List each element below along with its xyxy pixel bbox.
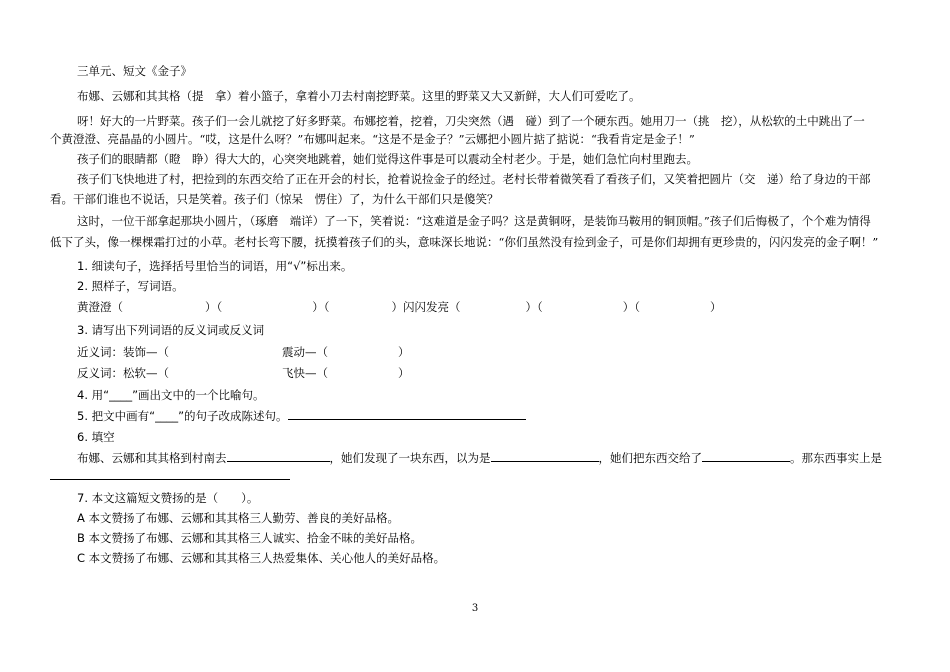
fill-text-1: 布娜、云娜和其其格到村南去 xyxy=(77,451,227,465)
question-6: 6. 填空 xyxy=(77,430,115,444)
paragraph-2-line-2: 个黄澄澄、亮晶晶的小圆片。“哎，这是什么呀？”布娜叫起来。“这是不是金子？”云娜把小圆片掂了掂说：“我看肯定是金子！” xyxy=(50,132,695,146)
question-7: 7. 本文这篇短文赞扬的是（ ）。 xyxy=(77,491,259,505)
paren-close: ） xyxy=(710,300,722,314)
paragraph-4-line-2: 看。干部们谁也不说话，只是笑着。孩子们（惊呆 愣住）了，为什么干部们只是傻笑？ xyxy=(50,192,499,206)
question-5: 5. 把文中画有“____”的句子改成陈述句。 xyxy=(77,409,288,423)
question-3: 3. 请写出下列词语的反义词或反义词 xyxy=(77,323,265,337)
fill-text-3: ，她们把东西交给了 xyxy=(598,451,702,465)
paren-pair: ）（ xyxy=(525,300,543,314)
paren-close: ） xyxy=(398,366,410,380)
fill-text-2: ，她们发现了一块东西，以为是 xyxy=(329,451,491,465)
answer-line[interactable] xyxy=(227,450,330,462)
paragraph-3: 孩子们的眼睛都（瞪 睁）得大大的，心突突地跳着，她们觉得这件事是可以震动全村老少。于是，她们急忙向村里跑去。 xyxy=(77,152,698,166)
page-number: 3 xyxy=(471,603,479,614)
option-c[interactable]: C 本文赞扬了布娜、云娜和其其格三人热爱集体、关心他人的美好品格。 xyxy=(77,551,446,565)
option-a[interactable]: A 本文赞扬了布娜、云娜和其其格三人勤劳、善良的美好品格。 xyxy=(77,511,400,525)
paragraph-4-line-1: 孩子们飞快地进了村，把捡到的东西交给了正在开会的村长，抢着说捡金子的经过。老村长带着微笑看了看孩子们，又笑着把圆片（交 递）给了身边的干部 xyxy=(77,172,871,186)
synonym-item-2: 震动—（ xyxy=(282,345,328,359)
example-word-1: 黄澄澄（ xyxy=(77,300,123,314)
synonym-row xyxy=(77,345,937,359)
option-b[interactable]: B 本文赞扬了布娜、云娜和其其格三人诚实、拾金不昧的美好品格。 xyxy=(77,531,423,545)
paragraph-1: 布娜、云娜和其其格（提 拿）着小篮子，拿着小刀去村南挖野菜。这里的野菜又大又新鲜，大人们可爱吃了。 xyxy=(77,89,641,103)
antonym-label: 反义词：松软—（ xyxy=(77,366,169,380)
answer-line[interactable] xyxy=(702,450,790,462)
antonym-row xyxy=(77,366,937,380)
fill-text-4: 。那东西事实上是 xyxy=(790,451,882,465)
question-6-fill-row xyxy=(77,450,907,465)
question-2: 2. 照样子，写词语。 xyxy=(77,279,184,293)
synonym-label: 近义词：装饰—（ xyxy=(77,345,169,359)
answer-line-continued[interactable] xyxy=(50,479,290,480)
question-1: 1. 细读句子，选择括号里恰当的词语，用“√”标出来。 xyxy=(77,259,353,273)
unit-title: 三单元、短文《金子》 xyxy=(77,64,192,78)
question-4: 4. 用“____”画出文中的一个比喻句。 xyxy=(77,388,265,402)
paren-close: ） xyxy=(398,345,410,359)
answer-line[interactable] xyxy=(491,450,599,462)
answer-line[interactable] xyxy=(288,408,526,420)
example-word-2: 闪闪发亮（ xyxy=(403,300,461,314)
question-5-row xyxy=(77,408,937,423)
paragraph-5-line-1: 这时，一位干部拿起那块小圆片，（琢磨 端详）了一下，笑着说：“这难道是金子吗？这是黄铜呀，是装饰马鞍用的铜顶帽。”孩子们后悔极了，个个难为情得 xyxy=(77,214,871,228)
antonym-item-2: 飞快—（ xyxy=(282,366,328,380)
paren-pair: ）（ xyxy=(312,300,330,314)
paren-close: ） xyxy=(391,300,403,314)
paren-pair: ）（ xyxy=(205,300,223,314)
question-2-answer-row xyxy=(77,300,937,314)
paren-pair: ）（ xyxy=(622,300,640,314)
paragraph-5-line-2: 低下了头，像一棵棵霜打过的小草。老村长弯下腰，抚摸着孩子们的头，意味深长地说：“你们虽然没有捡到金子，可是你们却拥有更珍贵的，闪闪发亮的金子啊！” xyxy=(50,235,879,249)
paragraph-2-line-1: 呀！好大的一片野菜。孩子们一会儿就挖了好多野菜。布娜挖着，挖着，刀尖突然（遇 碰）到了一个硬东西。她用刀一（挑 挖），从松软的土中跳出了一 xyxy=(77,114,865,128)
